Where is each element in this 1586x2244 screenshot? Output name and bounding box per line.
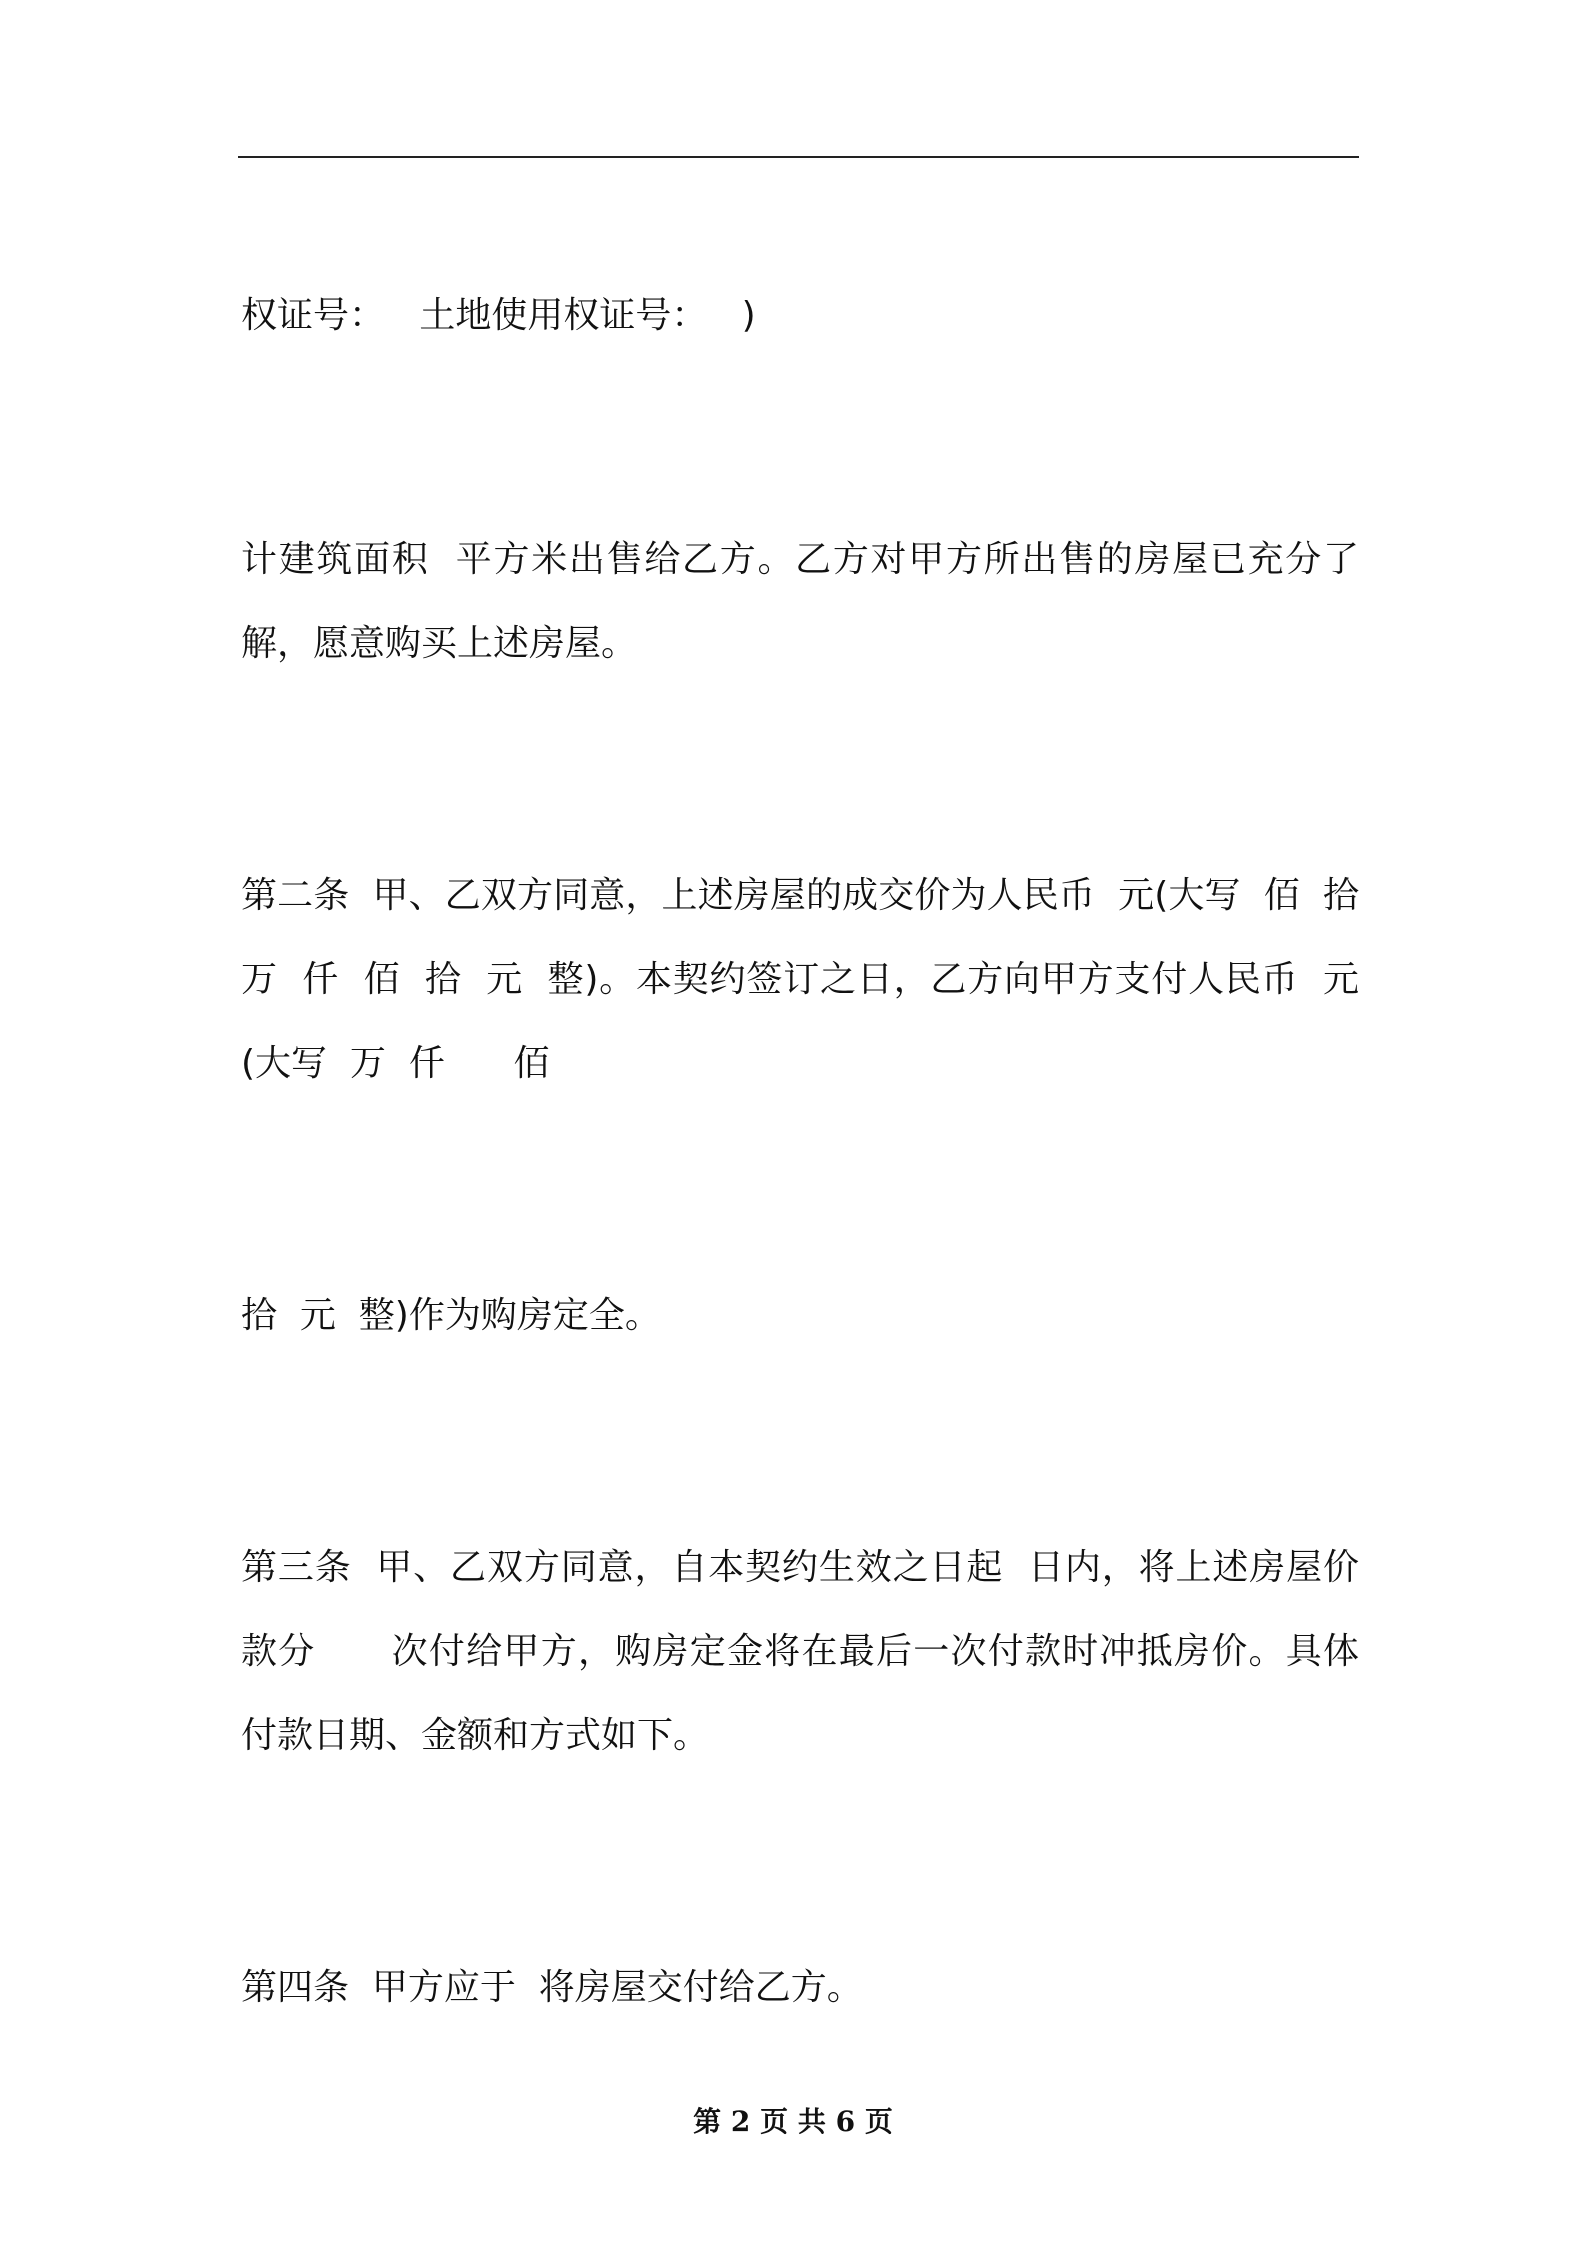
article-3-line-1: 第三条 甲、乙双方同意，自本契约生效之日起 日内，将上述房屋价 bbox=[241, 1547, 1359, 1588]
deed-number-line: 权证号： 土地使用权证号： ) bbox=[241, 295, 756, 336]
page-indicator: 第 2 页 共 6 页 bbox=[693, 2105, 893, 2138]
article-3-line-2: 款分 次付给甲方，购房定金将在最后一次付款时冲抵房价。具体 bbox=[241, 1631, 1359, 1672]
paragraph-area-line-2: 解，愿意购买上述房屋。 bbox=[241, 623, 638, 664]
article-2-line-2: 万 仟 佰 拾 元 整)。本契约签订之日，乙方向甲方支付人民币 元 bbox=[241, 959, 1359, 1000]
article-3-line-3: 付款日期、金额和方式如下。 bbox=[241, 1715, 710, 1756]
paragraph-area-line-1: 计建筑面积 平方米出售给乙方。乙方对甲方所出售的房屋已充分了 bbox=[241, 539, 1359, 580]
article-2-line-4: 拾 元 整)作为购房定全。 bbox=[241, 1295, 661, 1336]
article-4-line-1: 第四条 甲方应于 将房屋交付给乙方。 bbox=[241, 1967, 863, 2008]
article-2-line-1: 第二条 甲、乙双方同意，上述房屋的成交价为人民币 元(大写 佰 拾 bbox=[241, 875, 1359, 916]
header-rule bbox=[238, 156, 1359, 158]
article-2-line-3: (大写 万 仟 佰 bbox=[241, 1043, 550, 1084]
